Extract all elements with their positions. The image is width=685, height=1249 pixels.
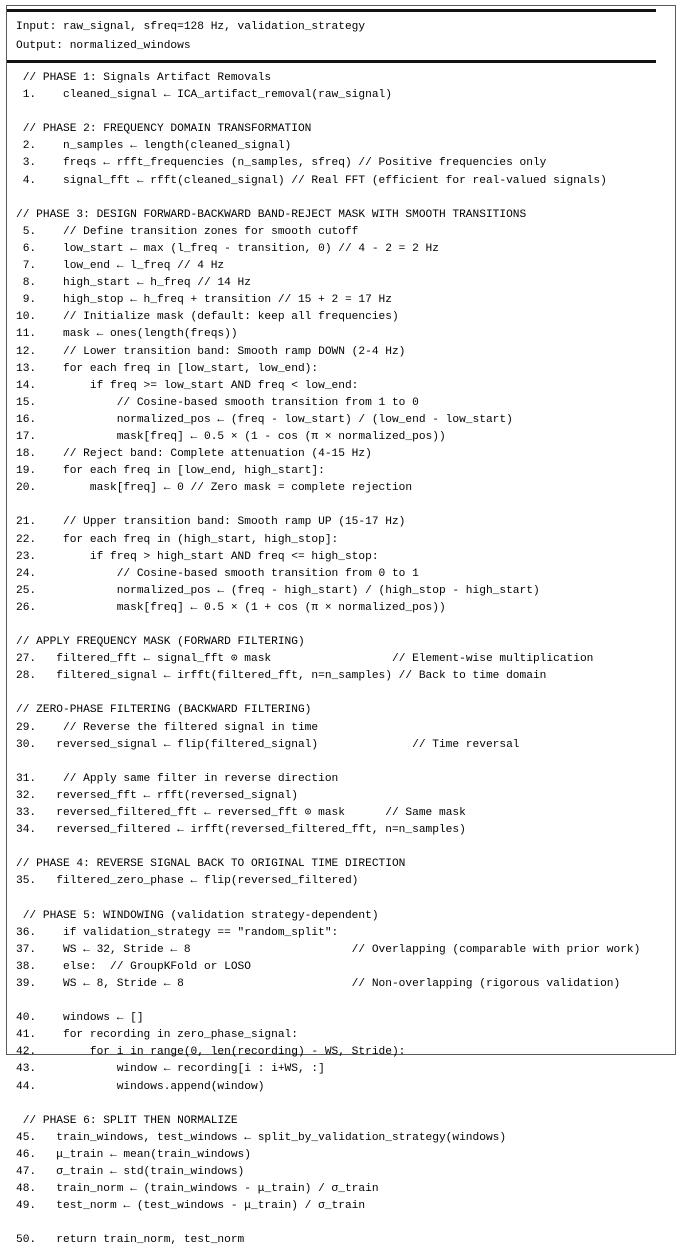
code-line: 3. freqs ← rfft_frequencies (n_samples, sfreq) // Positive frequencies only <box>16 157 547 170</box>
code-line: // PHASE 3: DESIGN FORWARD-BACKWARD BAND-REJECT MASK WITH SMOOTH TRANSITIONS <box>16 208 527 221</box>
code-spacer <box>16 993 675 1010</box>
code-line: 41. for recording in zero_phase_signal: <box>16 1029 298 1042</box>
code-spacer <box>16 685 675 702</box>
algorithm-box <box>6 5 676 1247</box>
code-line: 36. if validation_strategy == "random_split": <box>16 926 339 939</box>
code-line: // PHASE 2: FREQUENCY DOMAIN TRANSFORMATION <box>16 123 312 136</box>
code-line: 16. normalized_pos ← (freq - low_start) / (low_end - low_start) <box>16 413 513 426</box>
code-line: 30. reversed_signal ← flip(filtered_signal) // Time reversal <box>16 738 520 751</box>
code-line: 31. // Apply same filter in reverse direction <box>16 772 339 785</box>
code-spacer <box>16 891 675 908</box>
pseudocode-body <box>7 63 675 1249</box>
code-line: // PHASE 4: REVERSE SIGNAL BACK TO ORIGINAL TIME DIRECTION <box>16 858 406 871</box>
code-line: 44. windows.append(window) <box>16 1080 265 1093</box>
code-line: // PHASE 6: SPLIT THEN NORMALIZE <box>16 1114 238 1127</box>
code-line: 17. mask[freq] ← 0.5 × (1 - cos (π × normalized_pos)) <box>16 430 446 443</box>
output-line: Output: normalized_windows <box>16 39 191 52</box>
code-spacer <box>16 1215 675 1232</box>
input-line: Input: raw_signal, sfreq=128 Hz, validation_strategy <box>16 21 366 33</box>
code-spacer <box>16 839 675 856</box>
code-line: // APPLY FREQUENCY MASK (FORWARD FILTERING) <box>16 636 305 649</box>
code-spacer <box>16 190 675 207</box>
code-line: // PHASE 1: Signals Artifact Removals <box>16 72 272 84</box>
code-line: 34. reversed_filtered ← irfft(reversed_filtered_fft, n=n_samples) <box>16 824 466 837</box>
code-line: 15. // Cosine-based smooth transition from 1 to 0 <box>16 396 419 409</box>
code-line: 42. for i in range(0, len(recording) - WS, Stride): <box>16 1046 406 1059</box>
code-line: 22. for each freq in (high_start, high_stop]: <box>16 533 339 546</box>
code-line: 11. mask ← ones(length(freqs)) <box>16 328 238 341</box>
code-line: 37. WS ← 32, Stride ← 8 // Overlapping (comparable with prior work) <box>16 943 641 956</box>
code-line: 21. // Upper transition band: Smooth ramp UP (15-17 Hz) <box>16 516 406 529</box>
code-line: 19. for each freq in [low_end, high_start]: <box>16 465 325 478</box>
code-line: 35. filtered_zero_phase ← flip(reversed_filtered) <box>16 875 359 888</box>
code-line: 6. low_start ← max (l_freq - transition, 0) // 4 - 2 = 2 Hz <box>16 242 439 255</box>
code-line: 32. reversed_fft ← rfft(reversed_signal) <box>16 789 298 802</box>
code-line: // ZERO-PHASE FILTERING (BACKWARD FILTERING) <box>16 704 312 717</box>
code-line: 5. // Define transition zones for smooth cutoff <box>16 225 359 238</box>
code-line: 25. normalized_pos ← (freq - high_start) / (high_stop - high_start) <box>16 584 540 597</box>
code-line: 49. test_norm ← (test_windows - μ_train) / σ_train <box>16 1200 366 1213</box>
code-spacer <box>16 617 675 634</box>
code-line: 27. filtered_fft ← signal_fft ⊙ mask // Element-wise multiplication <box>16 653 594 666</box>
code-line: 40. windows ← [] <box>16 1012 144 1025</box>
code-spacer <box>16 497 675 514</box>
code-line: 43. window ← recording[i : i+WS, :] <box>16 1063 325 1076</box>
code-line: 28. filtered_signal ← irfft(filtered_fft, n=n_samples) // Back to time domain <box>16 670 547 683</box>
algorithm-io-block <box>7 12 675 57</box>
code-line: 9. high_stop ← h_freq + transition // 15 + 2 = 17 Hz <box>16 294 392 307</box>
code-line: 7. low_end ← l_freq // 4 Hz <box>16 260 225 273</box>
code-line: 39. WS ← 8, Stride ← 8 // Non-overlapping (rigorous validation) <box>16 977 621 990</box>
code-line: 4. signal_fft ← rfft(cleaned_signal) // Real FFT (efficient for real-valued signals) <box>16 174 607 187</box>
code-line: 29. // Reverse the filtered signal in time <box>16 721 319 734</box>
code-line: 48. train_norm ← (train_windows - μ_train) / σ_train <box>16 1183 379 1196</box>
code-spacer <box>16 104 675 121</box>
code-line: 50. return train_norm, test_norm <box>16 1234 245 1247</box>
code-line: // PHASE 5: WINDOWING (validation strategy-dependent) <box>16 909 379 922</box>
code-line: 33. reversed_filtered_fft ← reversed_fft ⊙ mask // Same mask <box>16 807 466 820</box>
code-line: 13. for each freq in [low_start, low_end): <box>16 362 319 375</box>
code-line: 10. // Initialize mask (default: keep all frequencies) <box>16 311 399 324</box>
code-line: 1. cleaned_signal ← ICA_artifact_removal(raw_signal) <box>16 89 392 102</box>
code-spacer <box>16 1096 675 1113</box>
code-line: 23. if freq > high_start AND freq <= high_stop: <box>16 550 379 563</box>
code-line: 20. mask[freq] ← 0 // Zero mask = complete rejection <box>16 482 413 495</box>
code-line: 45. train_windows, test_windows ← split_by_validation_strategy(windows) <box>16 1131 507 1144</box>
code-line: 14. if freq >= low_start AND freq < low_end: <box>16 379 359 392</box>
code-line: 2. n_samples ← length(cleaned_signal) <box>16 140 292 153</box>
code-line: 24. // Cosine-based smooth transition from 0 to 1 <box>16 567 419 580</box>
code-line: 47. σ_train ← std(train_windows) <box>16 1166 245 1178</box>
code-line: 8. high_start ← h_freq // 14 Hz <box>16 277 251 290</box>
code-line: 26. mask[freq] ← 0.5 × (1 + cos (π × normalized_pos)) <box>16 601 446 614</box>
code-line: 18. // Reject band: Complete attenuation (4-15 Hz) <box>16 448 372 461</box>
code-line: 12. // Lower transition band: Smooth ramp DOWN (2-4 Hz) <box>16 345 406 358</box>
code-spacer <box>16 754 675 771</box>
code-line: 46. μ_train ← mean(train_windows) <box>16 1148 251 1161</box>
code-line: 38. else: // GroupKFold or LOSO <box>16 960 251 973</box>
